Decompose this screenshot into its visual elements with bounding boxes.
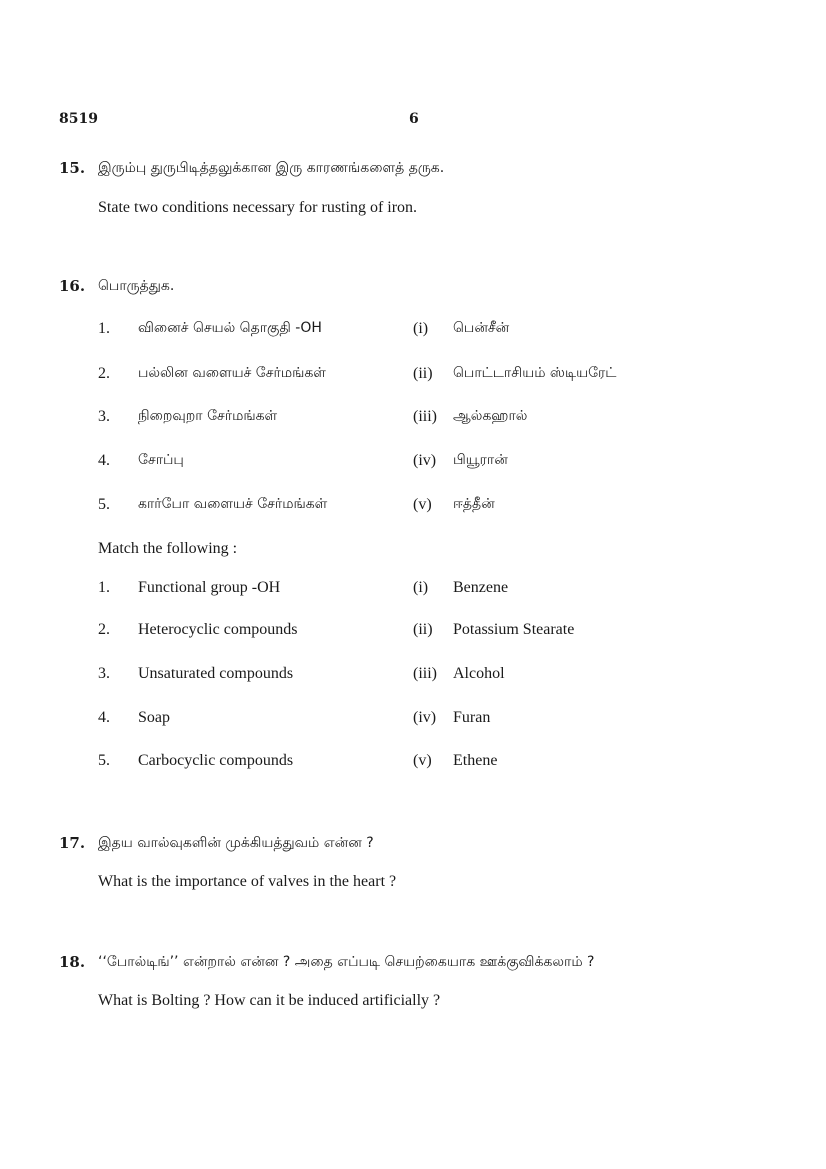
row-number: 4. <box>98 452 110 469</box>
row-roman-numeral: (v) <box>413 496 432 513</box>
row-number: 1. <box>98 320 110 337</box>
row-roman-numeral: (ii) <box>413 621 433 638</box>
row-number: 3. <box>98 408 110 425</box>
question-15-number: 15. <box>59 159 86 177</box>
row-roman-numeral: (i) <box>413 579 429 596</box>
row-left-item: Heterocyclic compounds <box>138 621 298 638</box>
row-number: 2. <box>98 365 110 382</box>
row-right-item: Ethene <box>453 752 498 769</box>
english-match-row <box>98 709 718 729</box>
row-roman-numeral: (iv) <box>413 452 437 469</box>
tamil-match-row <box>98 408 718 428</box>
row-left-item: Unsaturated compounds <box>138 665 294 682</box>
paper-code: 8519 <box>59 111 98 127</box>
tamil-match-row <box>98 496 718 516</box>
row-left-item: கார்போ வளையச் சேர்மங்கள் <box>138 496 328 512</box>
row-roman-numeral: (iv) <box>413 709 437 726</box>
row-right-item: Potassium Stearate <box>453 621 575 638</box>
question-16-tamil-instruction: பொருத்துக. <box>98 278 175 294</box>
row-left-item: Functional group -OH <box>138 579 281 596</box>
english-match-row <box>98 579 718 599</box>
question-17-english: What is the importance of valves in the heart ? <box>98 873 397 890</box>
tamil-match-row <box>98 452 718 472</box>
row-right-item: ஈத்தீன் <box>453 496 495 512</box>
row-right-item: Benzene <box>453 579 509 596</box>
tamil-match-row <box>98 320 718 340</box>
english-match-row <box>98 752 718 772</box>
question-18-tamil: ‘‘போல்டிங்’’ என்றால் என்ன ? அதை எப்படி செயற்கையாக ஊக்குவிக்கலாம் ? <box>98 954 595 970</box>
question-16-number: 16. <box>59 277 86 295</box>
row-roman-numeral: (i) <box>413 320 429 337</box>
row-number: 4. <box>98 709 110 726</box>
tamil-match-row <box>98 365 718 385</box>
row-left-item: Soap <box>138 709 170 726</box>
question-18-english: What is Bolting ? How can it be induced artificially ? <box>98 992 441 1009</box>
row-number: 1. <box>98 579 110 596</box>
row-left-item: சோப்பு <box>138 452 184 468</box>
row-right-item: பியூரான் <box>453 452 508 468</box>
row-number: 5. <box>98 496 110 513</box>
row-roman-numeral: (iii) <box>413 408 437 425</box>
question-15-english: State two conditions necessary for rusting of iron. <box>98 199 418 216</box>
english-match-row <box>98 621 718 641</box>
question-17-tamil: இதய வால்வுகளின் முக்கியத்துவம் என்ன ? <box>98 835 374 851</box>
question-18-number: 18. <box>59 953 86 971</box>
question-17-number: 17. <box>59 834 86 852</box>
row-left-item: பல்லின வளையச் சேர்மங்கள் <box>138 365 326 381</box>
row-left-item: நிறைவுறா சேர்மங்கள் <box>138 408 278 424</box>
row-right-item: Furan <box>453 709 491 726</box>
row-right-item: பொட்டாசியம் ஸ்டியரேட் <box>453 365 617 381</box>
row-number: 5. <box>98 752 110 769</box>
row-left-item: Carbocyclic compounds <box>138 752 294 769</box>
english-match-row <box>98 665 718 685</box>
row-left-item: வினைச் செயல் தொகுதி -OH <box>138 320 322 336</box>
row-right-item: ஆல்கஹால் <box>453 408 528 424</box>
row-right-item: பென்சீன் <box>453 320 510 336</box>
question-16-english-instruction: Match the following : <box>98 540 238 557</box>
row-number: 2. <box>98 621 110 638</box>
row-roman-numeral: (ii) <box>413 365 433 382</box>
row-number: 3. <box>98 665 110 682</box>
row-right-item: Alcohol <box>453 665 505 682</box>
row-roman-numeral: (iii) <box>413 665 437 682</box>
question-15-tamil: இரும்பு துருபிடித்தலுக்கான இரு காரணங்களைத் தருக. <box>98 160 445 176</box>
page-number: 6 <box>409 111 419 127</box>
row-roman-numeral: (v) <box>413 752 432 769</box>
